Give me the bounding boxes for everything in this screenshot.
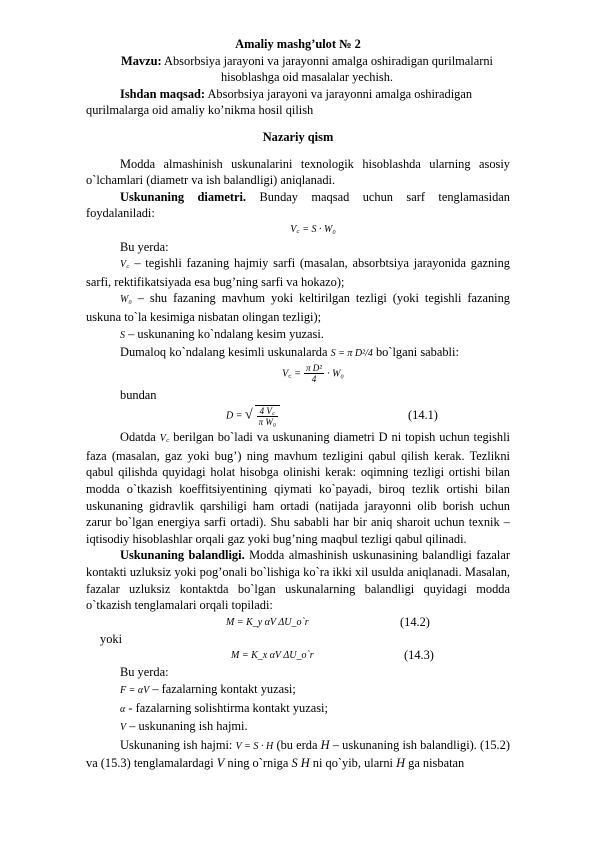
wv-H2: H	[396, 756, 406, 771]
paragraph-height	[86, 547, 510, 613]
vc-definition: – tegishli fazaning hajmiy sarfi (masalan, absorbtsiya jarayonida gazning sarfi, rektifikatsiyada esa bug’ning sarfi va hokazo);	[86, 256, 510, 289]
goal-text-1: Absorbsiya jarayoni va jarayonni amalga oshiradigan	[205, 86, 473, 101]
s-symbol: S	[120, 329, 125, 341]
alpha-symbol: α	[120, 703, 126, 715]
section-title: Nazariy qism	[262, 129, 334, 144]
usually-text-2: berilgan bo`ladi va uskunaning diametri D ni topish uchun tegishli faza (masalan, gaz yoki bug’) ning mavhum tezligini qabul qilish kerak. Tezlikni qabul qilishda quyidagi holat hisobga olinishi kerak: oqimning tezligi ortishi bilan modda o`tkazish koeffitsiyentining qiymati ko`payadi, biroq tezlik ortishi bilan uskunaning gidravlik qarshiligi ham ortadi (natijada jarayonni olib borish uchun zarur bo`lgan energiya sarfi ortadi). Shu sababli har bir aniq sharoit uchun texnik – iqtisodiy hisoblashlar orqali gaz yoki bug’ning maqbul tezligi qabul qilinadi.	[86, 430, 510, 546]
usually-symbol: V꜀	[159, 433, 170, 445]
def-F	[86, 681, 510, 700]
formula-14-3-row	[86, 647, 510, 664]
formula-vc-area	[86, 363, 510, 387]
page-title: Amaliy mashg’ulot № 2	[235, 37, 361, 51]
def-s	[86, 326, 510, 345]
equation-number-14-2: (14.2)	[400, 614, 430, 629]
formula-diameter	[226, 405, 280, 427]
paragraph-usually	[86, 429, 510, 547]
f2-fraction	[304, 363, 324, 384]
sqrt-icon: √	[244, 407, 253, 423]
f2-numerator: π D²	[306, 362, 322, 373]
def-vc	[86, 255, 510, 290]
topic-text-2: hisoblashga oid masalalar yechish.	[220, 70, 394, 85]
wv-V: V	[216, 756, 225, 771]
f3-fraction	[257, 406, 278, 427]
equation-number-14-1: (14.1)	[408, 408, 438, 423]
round-text-2: bo`lgani sababli:	[372, 345, 459, 360]
paragraph-intro: Modda almashinish uskunalarini texnologik hisoblashda ularning asosiy o`lchamlari (diametr va ish balandligi) aniqlanadi.	[86, 156, 510, 188]
topic-line	[86, 53, 510, 86]
f3-left: D =	[226, 410, 243, 422]
vc-symbol: V꜀	[120, 259, 130, 271]
def-V	[86, 718, 510, 737]
diameter-heading: Uskunaning diametri.	[120, 189, 247, 204]
wv-SH: S H	[291, 756, 310, 771]
thus-label: bundan	[120, 387, 157, 402]
or-label: yoki	[100, 631, 123, 646]
w0-symbol: W₀	[120, 294, 132, 306]
formula-diameter-row	[86, 403, 510, 429]
formula-14-3: M = K_x αV ΔU_o`r	[231, 650, 314, 662]
F-symbol: F = αV	[120, 685, 150, 696]
f3-numerator: 4 V꜀	[257, 406, 278, 417]
usually-text-1: Odatda	[120, 430, 160, 445]
round-formula: S = π D²/4	[330, 348, 373, 360]
wv-text-2: (bu erda	[273, 737, 321, 752]
f3-denominator: π W₀	[258, 417, 277, 428]
f2-left: V꜀ =	[282, 368, 301, 380]
formula-14-2-row	[86, 614, 510, 631]
goal-line	[86, 86, 510, 119]
w0-definition: – shu fazaning mavhum yoki keltirilgan tezligi (yoki tegishli fazaning uskuna to`la kesimiga nisbatan olingan tezligi);	[86, 291, 510, 324]
where-label-1: Bu yerda:	[120, 239, 169, 254]
round-section-line	[86, 344, 510, 363]
paragraph-diameter	[86, 189, 510, 222]
round-text-1: Dumaloq ko`ndalang kesimli uskunalarda	[120, 345, 331, 360]
def-alpha	[86, 700, 510, 719]
wv-formula: V = S · H	[235, 740, 274, 752]
equation-number-14-3: (14.3)	[404, 648, 434, 663]
f2-right: · W₀	[327, 368, 344, 380]
formula-14-2: M = K_y αV ΔU_o`r	[226, 616, 309, 628]
diameter-text: Bunday maqsad uchun sarf tenglamasidan foydalaniladi:	[86, 189, 510, 221]
height-text: Modda almashinish uskunasining balandligi fazalar kontakti uzluksiz yoki pog’onali bo`lishiga ko`ra ikki xil usulda aniqlanadi. Masalan, fazalar uzluksiz kontaktda bo`lgan uskunalarning balandligi quyidagi modda o`tkazish tenglamalari orqali topiladi:	[86, 548, 510, 613]
wv-text-3: – uskunaning ish balandligi). (15.2) va (15.3) tenglamalardagi	[86, 737, 510, 771]
document-page	[86, 36, 510, 772]
paragraph-work-volume	[86, 737, 510, 772]
wv-text-4: ning o`rniga	[224, 756, 292, 771]
wv-H: H	[320, 737, 330, 752]
def-w0	[86, 290, 510, 325]
s-definition: – uskunaning ko`ndalang kesim yuzasi.	[125, 326, 324, 341]
topic-text-1: Absorbsiya jarayoni va jarayonni amalga oshiradigan qurilmalarni	[161, 53, 493, 68]
formula-flow: V꜀ = S · W₀	[290, 223, 336, 235]
alpha-definition: - fazalarning solishtirma kontakt yuzasi;	[125, 700, 328, 715]
f2-denominator: 4	[311, 373, 317, 384]
goal-label: Ishdan maqsad:	[120, 86, 206, 101]
height-heading: Uskunaning balandligi.	[120, 548, 245, 563]
V-definition: – uskunaning ish hajmi.	[126, 719, 248, 734]
wv-text-5: ni qo`yib, ularni	[309, 756, 397, 771]
where-label-2: Bu yerda:	[120, 665, 169, 680]
topic-label: Mavzu:	[121, 53, 162, 68]
F-definition: – fazalarning kontakt yuzasi;	[149, 682, 296, 696]
wv-text-6: ga nisbatan	[405, 756, 465, 771]
V-symbol: V	[120, 722, 127, 734]
wv-text-1: Uskunaning ish hajmi:	[120, 737, 236, 752]
goal-text-2: qurilmalarga oid amaliy ko’nikma hosil qilish	[86, 103, 314, 118]
